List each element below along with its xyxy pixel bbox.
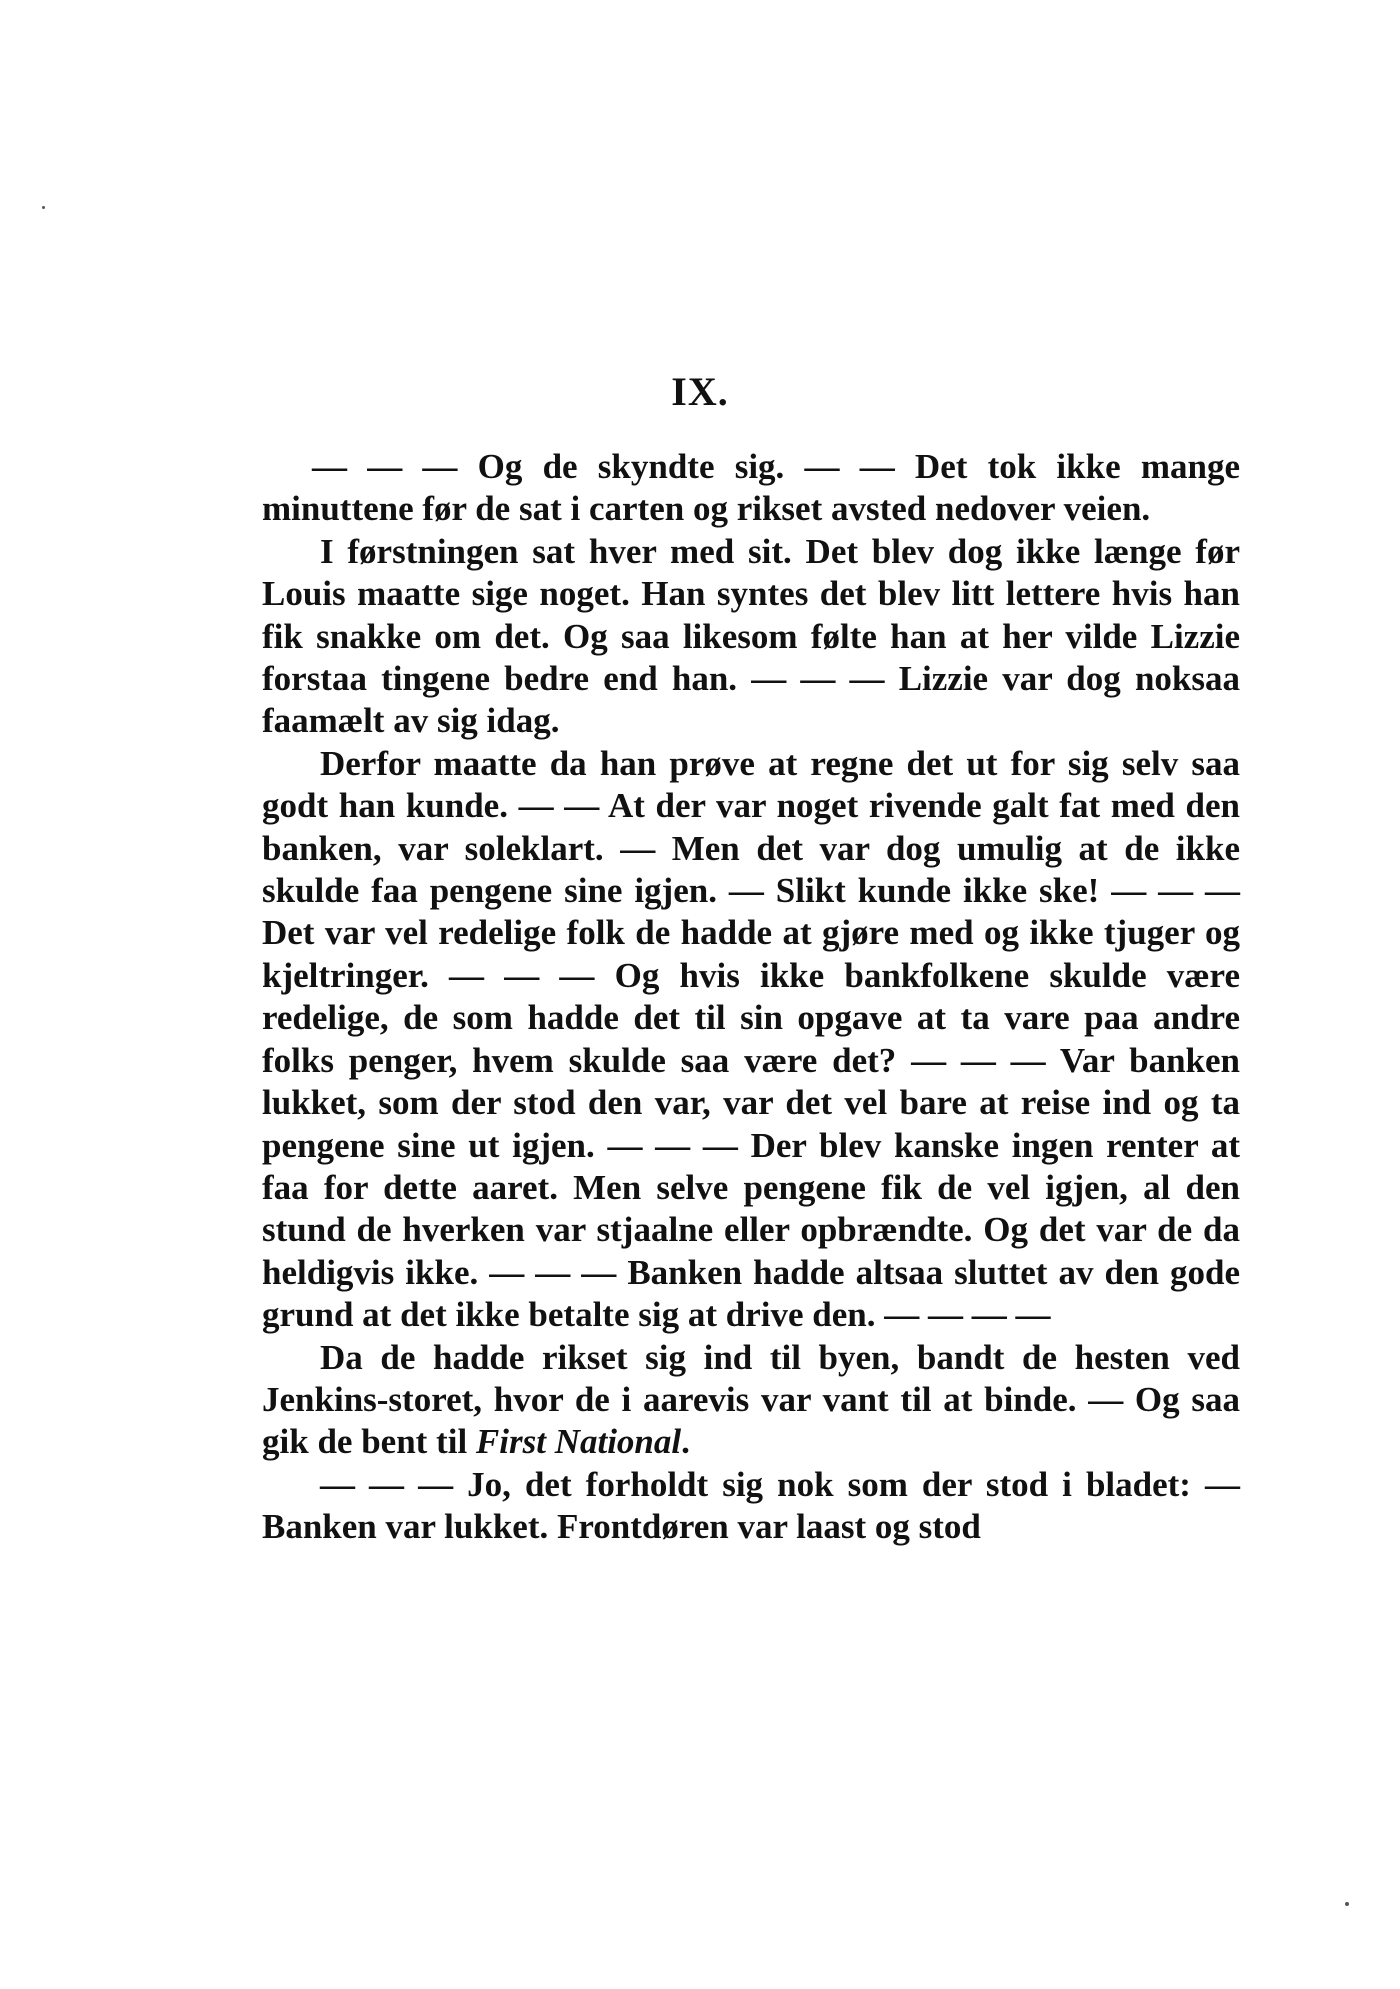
paragraph-5: — — — Jo, det forholdt sig nok som der stod i bladet: — Banken var lukket. Frontdøren var laast og stod	[262, 1464, 1240, 1547]
paragraph-1: — — — Og de skyndte sig. — — Det tok ikke mange minuttene før de sat i carten og rikset avsted nedover veien.	[262, 447, 1240, 529]
page-speck	[1345, 1902, 1349, 1906]
page-speck	[42, 206, 45, 209]
paragraph-4	[262, 1337, 1240, 1464]
chapter-title: IX.	[671, 369, 729, 414]
chapter-body	[262, 446, 1240, 1549]
paragraph-2: I førstningen sat hver med sit. Det blev dog ikke længe før Louis maatte sige noget. Han syntes det blev litt lettere hvis han fik snakke om det. Og saa likesom følte han at her vilde Lizzie forstaa tingene bedre end han. — — — Lizzie var dog noksaa faamælt av sig idag.	[262, 531, 1240, 741]
paragraph-4-end: .	[681, 1422, 690, 1462]
bank-name: First National	[475, 1422, 682, 1462]
paragraph-3: Derfor maatte da han prøve at regne det ut for sig selv saa godt han kunde. — — At der var noget rivende galt fat med den banken, var soleklart. — Men det var dog umulig at de ikke skulde faa pengene sine igjen. — Slikt kunde ikke ske! — — — Det var vel redelige folk de hadde at gjøre med og ikke tjuger og kjeltringer. — — — Og hvis ikke bankfolkene skulde være redelige, de som hadde det til sin opgave at ta vare paa andre folks penger, hvem skulde saa være det? — — — Var banken lukket, som der stod den var, var det vel bare at reise ind og ta pengene sine ut igjen. — — — Der blev kanske ingen renter at faa for dette aaret. Men selve pengene fik de vel igjen, al den stund de hverken var stjaalne eller opbrændte. Og det var de da heldigvis ikke. — — — Banken hadde altsaa sluttet av den gode grund at det ikke betalte sig at drive den. — — — —	[262, 743, 1240, 1335]
paragraph-4-text: Da de hadde rikset sig ind til byen, bandt de hesten ved Jenkins-storet, hvor de i aarevis var vant til at binde. — Og saa gik de bent til	[262, 1337, 1240, 1462]
